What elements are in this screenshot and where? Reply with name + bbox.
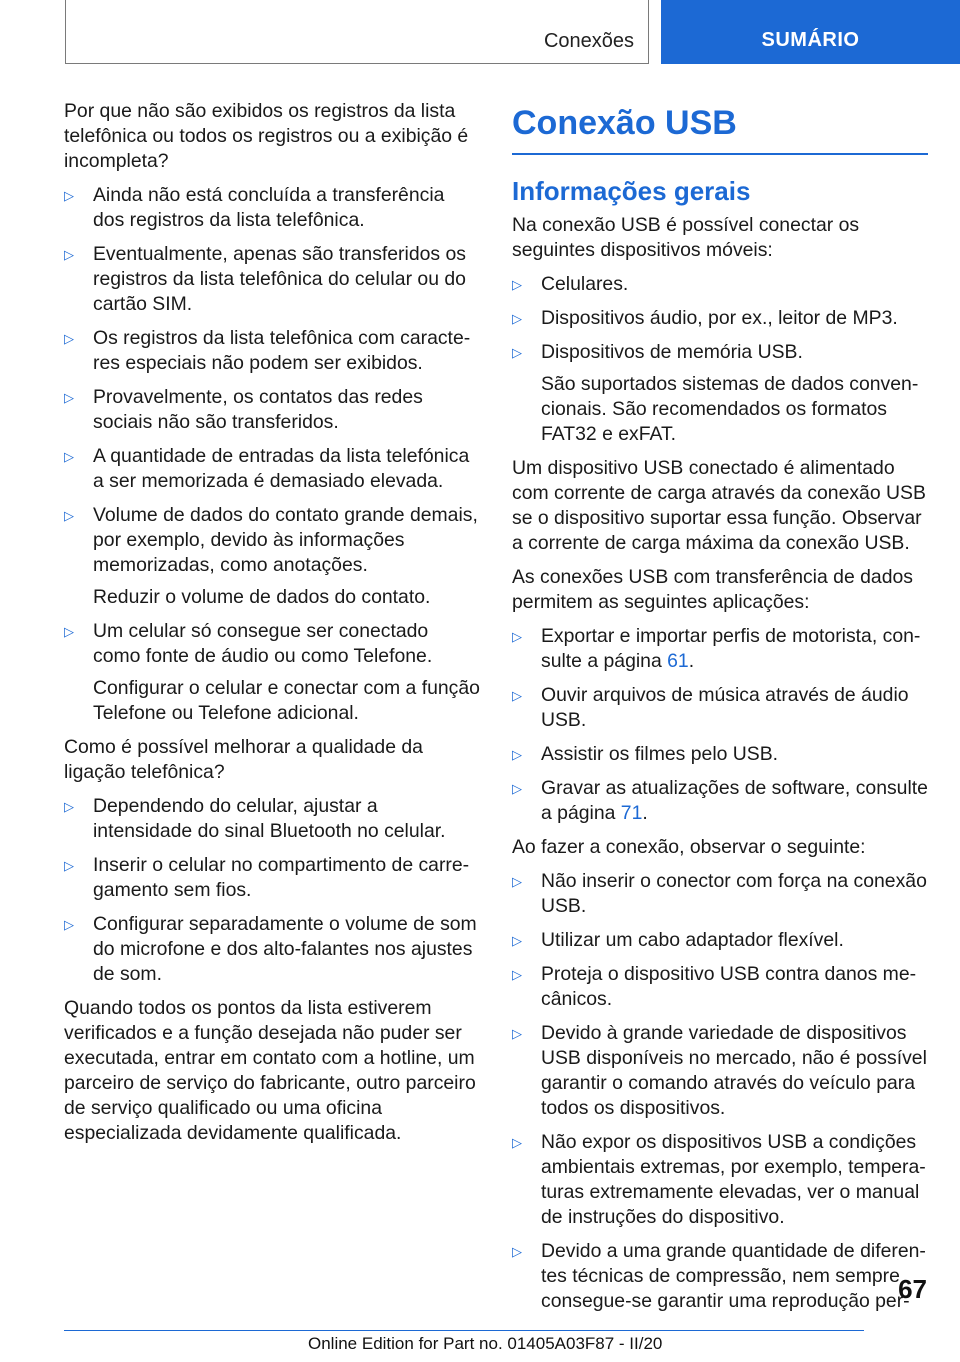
section-heading: Informações gerais — [512, 176, 751, 206]
list-item-text: Ouvir arquivos de música através de áudio USB. — [541, 684, 909, 731]
list-item — [64, 794, 480, 844]
triangle-bullet-icon: ▷ — [64, 390, 74, 405]
triangle-bullet-icon: ▷ — [64, 508, 74, 523]
list-item — [512, 1239, 928, 1314]
list-item — [64, 912, 480, 987]
list-item — [64, 183, 480, 233]
list-item-text: Assistir os filmes pelo USB. — [541, 743, 779, 765]
list-item: ▷ Exportar e importar perfis de motorista, consulte a página 61. — [512, 625, 921, 672]
list-item: ▷ Gravar as atualizações de software, consulte a página 71. — [512, 777, 928, 824]
triangle-bullet-icon: ▷ — [512, 933, 522, 948]
triangle-bullet-icon: ▷ — [512, 781, 522, 796]
list-item-text: Dispositivos de memória USB. — [541, 341, 803, 363]
footer-divider — [64, 1330, 864, 1331]
list-item-text: Não inserir o conector com força na conexão USB. — [541, 870, 927, 917]
list-item-text: Utilizar um cabo adaptador flexível. — [541, 929, 844, 951]
list-item — [64, 619, 480, 669]
notes-intro: Ao fazer a conexão, observar o seguinte: — [512, 836, 866, 858]
triangle-bullet-icon: ▷ — [512, 629, 522, 644]
list-notes — [512, 869, 928, 1314]
triangle-bullet-icon: ▷ — [512, 345, 522, 360]
list-item — [512, 1130, 928, 1230]
right-column — [512, 99, 928, 1323]
list-item — [512, 742, 928, 767]
list-item-text: Dependendo do celular, ajustar a intensidade do sinal Bluetooth no celular. — [93, 795, 446, 842]
list-item-note: Reduzir o volume de dados do contato. — [93, 586, 431, 608]
list-item-text: Proteja o dispositivo USB contra danos mecânicos. — [541, 963, 917, 1010]
list-item-text: Exportar e importar perfis de motorista, consulte a página — [541, 625, 921, 672]
list-item — [64, 385, 480, 435]
list-item-text: Celulares. — [541, 273, 629, 295]
list-item-text: Devido à grande variedade de dispositivos USB disponíveis no mercado, não é possível garantir o comando através do veículo para todos os dispositivos. — [541, 1022, 927, 1119]
triangle-bullet-icon: ▷ — [64, 247, 74, 262]
triangle-bullet-icon: ▷ — [64, 449, 74, 464]
intro-paragraph: Na conexão USB é possível conectar os seguintes dispositivos móveis: — [512, 214, 860, 261]
list-incomplete-causes — [64, 183, 480, 726]
list-item — [512, 962, 928, 1012]
list-applications — [512, 624, 928, 826]
closing-paragraph: Quando todos os pontos da lista estiverem verificados e a função desejada não puder ser executada, entrar em contato com a hotline, um parceiro de serviço do fabricante, outro parceiro de serviço qualificado ou uma oficina especializada devidamente qualificada. — [64, 997, 476, 1144]
list-item-text: Não expor os dispositivos USB a condições ambientais extremas, por exemplo, temperaturas extremamente elevadas, ver o manual de instruções do dispositivo. — [541, 1131, 926, 1228]
triangle-bullet-icon: ▷ — [512, 688, 522, 703]
list-item — [64, 503, 480, 578]
list-item-text: A quantidade de entradas da lista telefónica a ser memorizada é demasiado elevada. — [93, 445, 470, 492]
triangle-bullet-icon: ▷ — [512, 1244, 522, 1259]
list-item — [64, 242, 480, 317]
list-item — [512, 306, 928, 331]
triangle-bullet-icon: ▷ — [512, 1135, 522, 1150]
list-item — [512, 683, 928, 733]
triangle-bullet-icon: ▷ — [64, 917, 74, 932]
triangle-bullet-icon: ▷ — [512, 747, 522, 762]
summary-button[interactable]: SUMÁRIO — [661, 0, 960, 64]
list-item — [64, 444, 480, 494]
power-paragraph: Um dispositivo USB conectado é alimentado com corrente de carga através da conexão USB se o dispositivo suportar essa função. Observar a corrente de carga máxima da conexão USB. — [512, 457, 926, 554]
page-number: 67 — [898, 1274, 927, 1304]
triangle-bullet-icon: ▷ — [512, 967, 522, 982]
list-item — [64, 326, 480, 376]
triangle-bullet-icon: ▷ — [512, 311, 522, 326]
list-devices — [512, 272, 928, 447]
page-reference-link[interactable]: 61 — [667, 650, 689, 672]
list-item-text: Os registros da lista telefônica com caracteres especiais não podem ser exibidos. — [93, 327, 471, 374]
list-item-text: Dispositivos áudio, por ex., leitor de MP3. — [541, 307, 898, 329]
list-item-text: Gravar as atualizações de software, consulte a página — [541, 777, 928, 824]
list-item-text: Eventualmente, apenas são transferidos os registros da lista telefônica do celular ou do cartão SIM. — [93, 243, 466, 315]
section-title: Conexões — [543, 30, 634, 52]
triangle-bullet-icon: ▷ — [64, 799, 74, 814]
triangle-bullet-icon: ▷ — [64, 624, 74, 639]
list-call-quality-tips — [64, 794, 480, 987]
list-item-text: Provavelmente, os contatos das redes sociais não são transferidos. — [93, 386, 423, 433]
list-item — [512, 928, 928, 953]
triangle-bullet-icon: ▷ — [64, 858, 74, 873]
question-call-quality: Como é possível melhorar a qualidade da ligação telefônica? — [64, 736, 423, 783]
left-column — [64, 99, 480, 1155]
triangle-bullet-icon: ▷ — [512, 277, 522, 292]
list-item-text: Inserir o celular no compartimento de carregamento sem fios. — [93, 854, 470, 901]
applications-intro: As conexões USB com transferência de dados permitem as seguintes aplicações: — [512, 566, 913, 613]
triangle-bullet-icon: ▷ — [512, 874, 522, 889]
list-item-text: Ainda não está concluída a transferência dos registros da lista telefônica. — [93, 184, 445, 231]
list-item — [64, 853, 480, 903]
list-item-note: Configurar o celular e conectar com a função Telefone ou Telefone adicional. — [93, 677, 480, 724]
list-item-text: Volume de dados do contato grande demais, por exemplo, devido às informações memorizadas, como anotações. — [93, 504, 478, 576]
list-item-text: Um celular só consegue ser conectado como fonte de áudio ou como Telefone. — [93, 620, 433, 667]
page-title: Conexão USB — [512, 103, 928, 155]
triangle-bullet-icon: ▷ — [512, 1026, 522, 1041]
list-item-note: São suportados sistemas de dados convencionais. São recomendados os formatos FAT32 e exFAT. — [541, 373, 919, 445]
list-item-text: Configurar separadamente o volume de som do microfone e dos alto-falantes nos ajustes de som. — [93, 913, 477, 985]
list-item — [512, 272, 928, 297]
page-reference-link[interactable]: 71 — [620, 802, 643, 824]
list-item — [512, 869, 928, 919]
question-incomplete-list: Por que não são exibidos os registros da lista telefônica ou todos os registros ou a exibição é incompleta? — [64, 100, 469, 172]
list-item-text: Devido a uma grande quantidade de diferentes técnicas de compressão, nem sempre consegue-se garantir uma reprodução per- — [541, 1240, 926, 1312]
footer-edition: Online Edition for Part no. 01405A03F87 - II/20 — [308, 1334, 663, 1353]
list-item — [512, 1021, 928, 1121]
list-item — [512, 340, 928, 365]
triangle-bullet-icon: ▷ — [64, 331, 74, 346]
triangle-bullet-icon: ▷ — [64, 188, 74, 203]
